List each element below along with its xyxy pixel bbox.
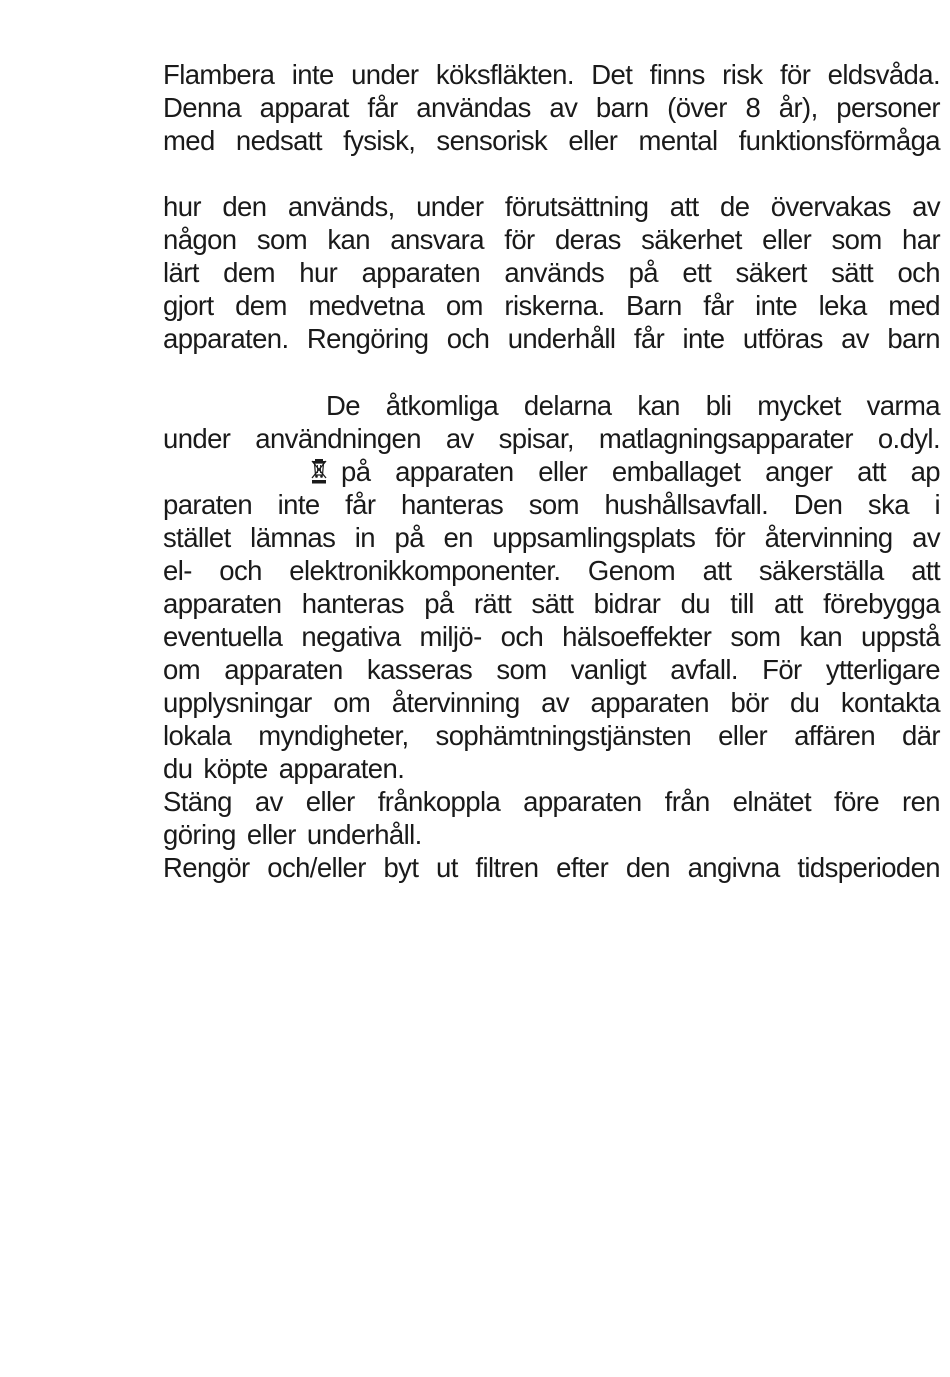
text-line: under användningen av spisar, matlagningsapparater o.dyl. <box>163 423 940 454</box>
text-line: el- och elektronikkomponenter. Genom att säkerställa att <box>163 555 940 586</box>
text-line: med nedsatt fysisk, sensorisk eller mental funktionsförmåga <box>163 125 940 156</box>
text-line: om apparaten kasseras som vanligt avfall. För ytterligare <box>163 654 940 685</box>
text-line: på apparaten eller emballaget anger att ap <box>341 456 940 487</box>
text-line: Denna apparat får användas av barn (över 8 år), personer <box>163 92 940 123</box>
text-line: De åtkomliga delarna kan bli mycket varma <box>326 390 940 421</box>
text-line: Flambera inte under köksfläkten. Det finns risk för eldsvåda. <box>163 59 940 90</box>
text-line: Stäng av eller frånkoppla apparaten från elnätet före ren <box>163 786 940 817</box>
text-line: Rengör och/eller byt ut filtren efter den angivna tidsperioden <box>163 852 940 883</box>
text-line: lokala myndigheter, sophämtningstjänsten eller affären där <box>163 720 940 751</box>
text-line: göring eller underhåll. <box>163 819 422 850</box>
text-line: någon som kan ansvara för deras säkerhet eller som har <box>163 224 940 255</box>
text-line: gjort dem medvetna om riskerna. Barn får inte leka med <box>163 290 940 321</box>
text-line: lärt dem hur apparaten används på ett säkert sätt och <box>163 257 940 288</box>
text-line: paraten inte får hanteras som hushållsavfall. Den ska i <box>163 489 940 520</box>
text-line: stället lämnas in på en uppsamlingsplats för återvinning av <box>163 522 940 553</box>
text-line-with-icon <box>311 455 940 488</box>
text-line: eventuella negativa miljö- och hälsoeffekter som kan uppstå <box>163 621 940 652</box>
text-line: hur den används, under förutsättning att de övervakas av <box>163 191 940 222</box>
crossed-out-wheelie-bin-icon <box>311 458 327 484</box>
text-line: apparaten hanteras på rätt sätt bidrar du till att förebygga <box>163 588 940 619</box>
text-line: du köpte apparaten. <box>163 753 405 784</box>
text-line: apparaten. Rengöring och underhåll får inte utföras av barn <box>163 323 940 354</box>
text-line: upplysningar om återvinning av apparaten bör du kontakta <box>163 687 940 718</box>
